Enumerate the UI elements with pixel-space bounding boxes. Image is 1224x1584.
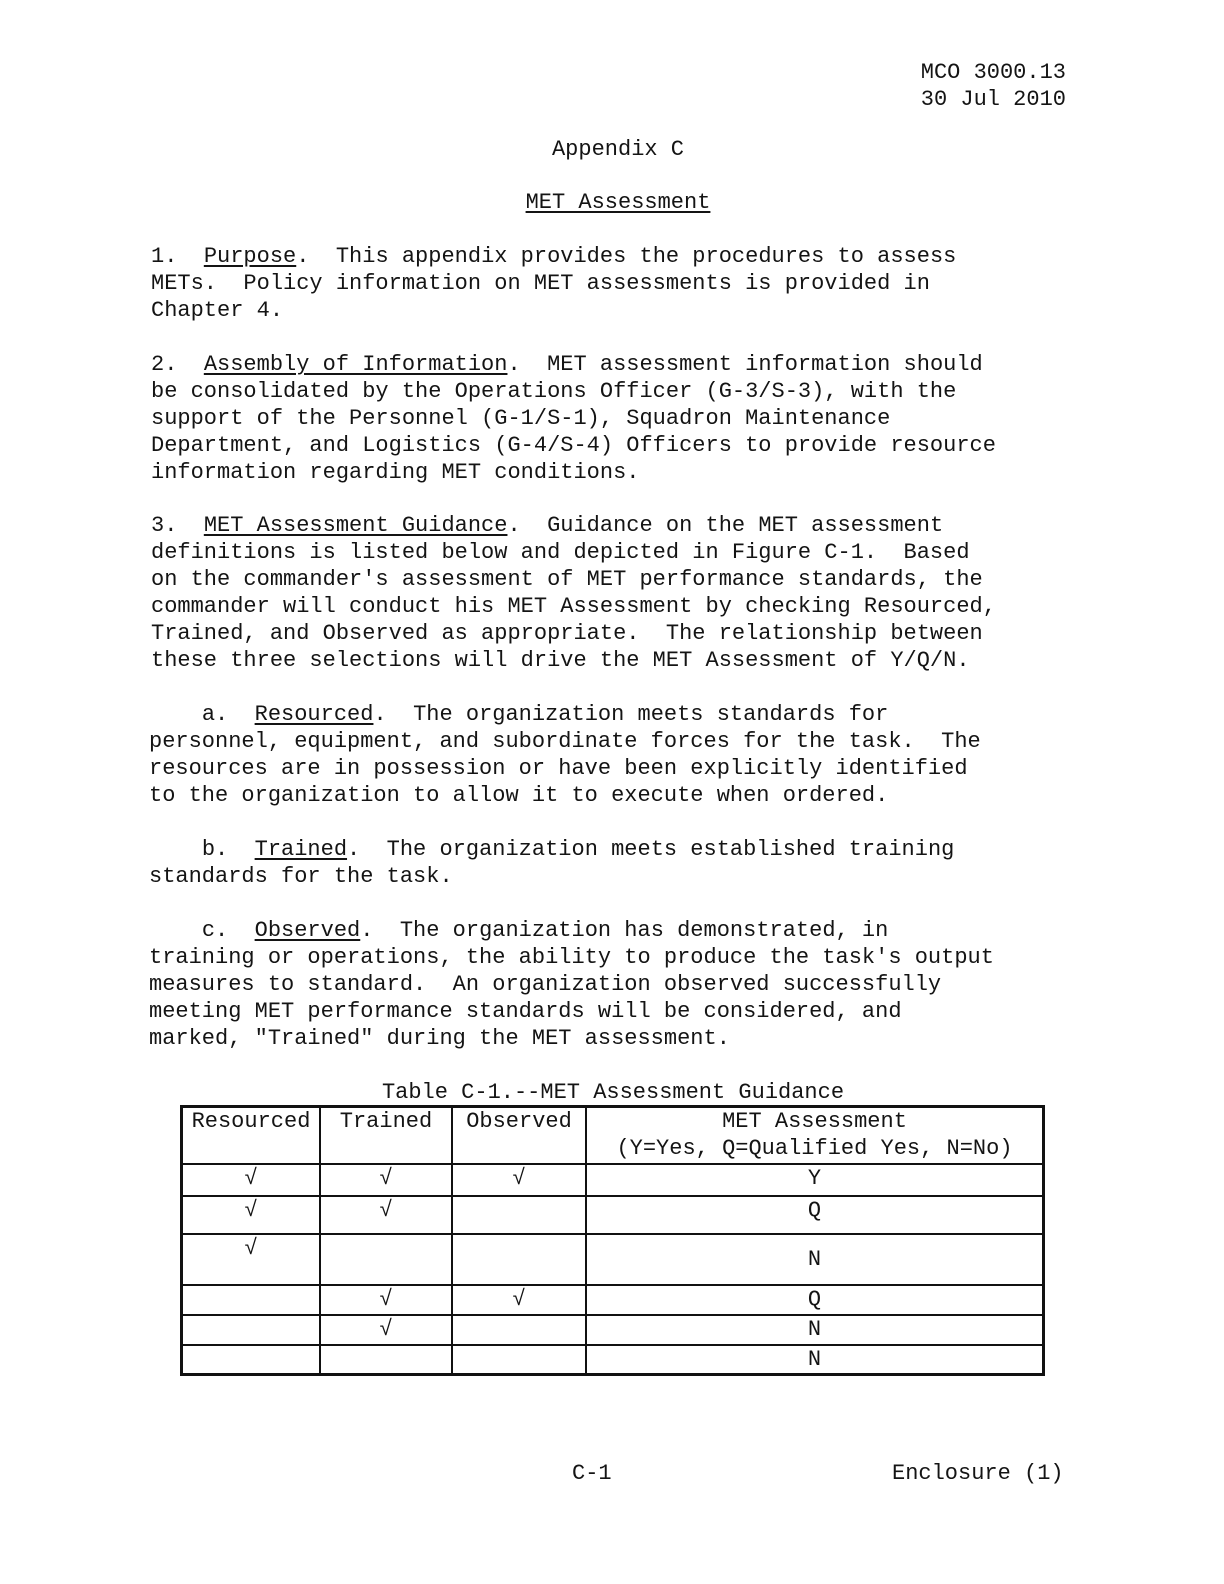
paragraph-line: The organization meets established training — [386, 837, 955, 862]
paragraph-line: definitions is listed below and depicted in Figure C-1. Based — [151, 540, 970, 565]
paragraph-line: support of the Personnel (G-1/S-1), Squadron Maintenance — [151, 406, 891, 431]
paragraph-met-assessment-guidance: 3. MET Assessment Guidance. Guidance on the MET assessment definitions is listed below and depicted in Figure C-1. Based on the commander's assessment of MET performance standards, the commander will conduct his MET Assessment by checking Resourced, Trained, and Observed as appropriate. The relationship between these three selections will drive the MET Assessment of Y/Q/N. — [151, 513, 996, 673]
paragraph-heading: Observed — [254, 918, 361, 943]
cell-resourced: √ — [182, 1234, 321, 1285]
header-resourced: Resourced — [182, 1107, 321, 1164]
paragraph-heading: Purpose — [203, 244, 297, 269]
cell-resourced: √ — [182, 1196, 321, 1234]
paragraph-line: MET assessment information should — [547, 352, 983, 377]
enclosure-label: Enclosure (1) — [892, 1461, 1064, 1486]
paragraph-line: Department, and Logistics (G-4/S-4) Officers to provide resource — [151, 433, 996, 458]
cell-assessment: N — [586, 1315, 1044, 1345]
cell-trained — [320, 1345, 452, 1375]
table-caption: Table C-1.--MET Assessment Guidance — [381, 1080, 845, 1105]
table-header-row — [182, 1107, 1044, 1164]
header-met-assessment — [586, 1107, 1044, 1164]
paragraph-line: to the organization to allow it to execute when ordered. — [149, 783, 889, 808]
cell-assessment: Y — [586, 1164, 1044, 1196]
paragraph-line: meeting MET performance standards will be considered, and — [149, 999, 902, 1024]
header-met-assessment-line2: (Y=Yes, Q=Qualified Yes, N=No) — [616, 1136, 1013, 1161]
paragraph-line: standards for the task. — [149, 864, 453, 889]
cell-trained: √ — [320, 1196, 452, 1234]
subparagraph-resourced: a. Resourced. The organization meets standards for personnel, equipment, and subordinate forces for the task. The resources are in possession or have been explicitly identified to the organization to allow it to execute when ordered. — [149, 702, 981, 808]
paragraph-number: a. — [201, 702, 229, 727]
cell-observed: √ — [452, 1285, 586, 1315]
paragraph-line: marked, "Trained" during the MET assessment. — [149, 1026, 730, 1051]
table-row — [182, 1315, 1044, 1345]
cell-trained — [320, 1234, 452, 1285]
paragraph-line: information regarding MET conditions. — [151, 460, 640, 485]
paragraph-number: 2. — [151, 352, 178, 377]
section-title — [6, 189, 1224, 216]
paragraph-heading: Assembly of Information — [203, 352, 508, 377]
paragraph-line: Trained, and Observed as appropriate. The relationship between — [151, 621, 983, 646]
table-row — [182, 1164, 1044, 1196]
cell-assessment: N — [586, 1345, 1044, 1375]
subparagraph-trained: b. Trained. The organization meets established training standards for the task. — [149, 837, 955, 889]
table-row — [182, 1234, 1044, 1285]
cell-trained: √ — [320, 1285, 452, 1315]
paragraph-number: c. — [201, 918, 229, 943]
table-row — [182, 1345, 1044, 1375]
paragraph-heading: MET Assessment Guidance — [203, 513, 508, 538]
paragraph-line: on the commander's assessment of MET performance standards, the — [151, 567, 983, 592]
paragraph-number: b. — [201, 837, 229, 862]
paragraph-line: This appendix provides the procedures to assess — [335, 244, 957, 269]
cell-observed — [452, 1315, 586, 1345]
section-title-text: MET Assessment — [525, 190, 711, 215]
met-assessment-table — [180, 1105, 1045, 1376]
cell-resourced — [182, 1315, 321, 1345]
paragraph-purpose: 1. Purpose. This appendix provides the procedures to assess METs. Policy information on MET assessments is provided in Chapter 4. — [151, 244, 957, 323]
paragraph-line: personnel, equipment, and subordinate forces for the task. The — [149, 729, 981, 754]
paragraph-assembly-of-information: 2. Assembly of Information. MET assessment information should be consolidated by the Operations Officer (G-3/S-3), with the support of the Personnel (G-1/S-1), Squadron Maintenance Department, and Logistics (G-4/S-4) Officers to provide resource information regarding MET conditions. — [151, 352, 996, 485]
cell-observed — [452, 1234, 586, 1285]
paragraph-line: these three selections will drive the MET Assessment of Y/Q/N. — [151, 648, 970, 673]
header-met-assessment-line1: MET Assessment — [722, 1109, 907, 1134]
paragraph-number: 1. — [151, 244, 178, 269]
header-trained: Trained — [320, 1107, 452, 1164]
paragraph-line: The organization meets standards for — [413, 702, 889, 727]
paragraph-number: 3. — [151, 513, 178, 538]
cell-resourced: √ — [182, 1164, 321, 1196]
table-row — [182, 1196, 1044, 1234]
header-observed: Observed — [452, 1107, 586, 1164]
paragraph-line: training or operations, the ability to produce the task's output — [149, 945, 994, 970]
cell-assessment: Q — [586, 1285, 1044, 1315]
paragraph-line: Guidance on the MET assessment — [547, 513, 944, 538]
table-row — [182, 1285, 1044, 1315]
paragraph-line: commander will conduct his MET Assessment by checking Resourced, — [151, 594, 996, 619]
cell-trained: √ — [320, 1164, 452, 1196]
paragraph-line: Chapter 4. — [151, 298, 284, 323]
paragraph-line: resources are in possession or have been explicitly identified — [149, 756, 968, 781]
appendix-title: Appendix C — [551, 137, 685, 162]
cell-assessment: Q — [586, 1196, 1044, 1234]
cell-assessment: N — [586, 1234, 1044, 1285]
subparagraph-observed: c. Observed. The organization has demonstrated, in training or operations, the ability to produce the task's output measures to standard. An organization observed successfully meeting MET performance standards will be considered, and marked, "Trained" during the MET assessment. — [149, 918, 994, 1051]
cell-resourced — [182, 1345, 321, 1375]
document-date: 30 Jul 2010 — [920, 87, 1066, 112]
paragraph-heading: Resourced — [254, 702, 374, 727]
page-number: C-1 — [572, 1461, 612, 1486]
cell-trained: √ — [320, 1315, 452, 1345]
paragraph-line: The organization has demonstrated, in — [399, 918, 889, 943]
paragraph-line: measures to standard. An organization observed successfully — [149, 972, 942, 997]
paragraph-heading: Trained — [254, 837, 348, 862]
cell-observed — [452, 1196, 586, 1234]
paragraph-line: be consolidated by the Operations Officer (G-3/S-3), with the — [151, 379, 957, 404]
cell-observed — [452, 1345, 586, 1375]
paragraph-line: METs. Policy information on MET assessments is provided in — [151, 271, 930, 296]
cell-observed: √ — [452, 1164, 586, 1196]
cell-resourced — [182, 1285, 321, 1315]
document-number: MCO 3000.13 — [920, 60, 1066, 85]
